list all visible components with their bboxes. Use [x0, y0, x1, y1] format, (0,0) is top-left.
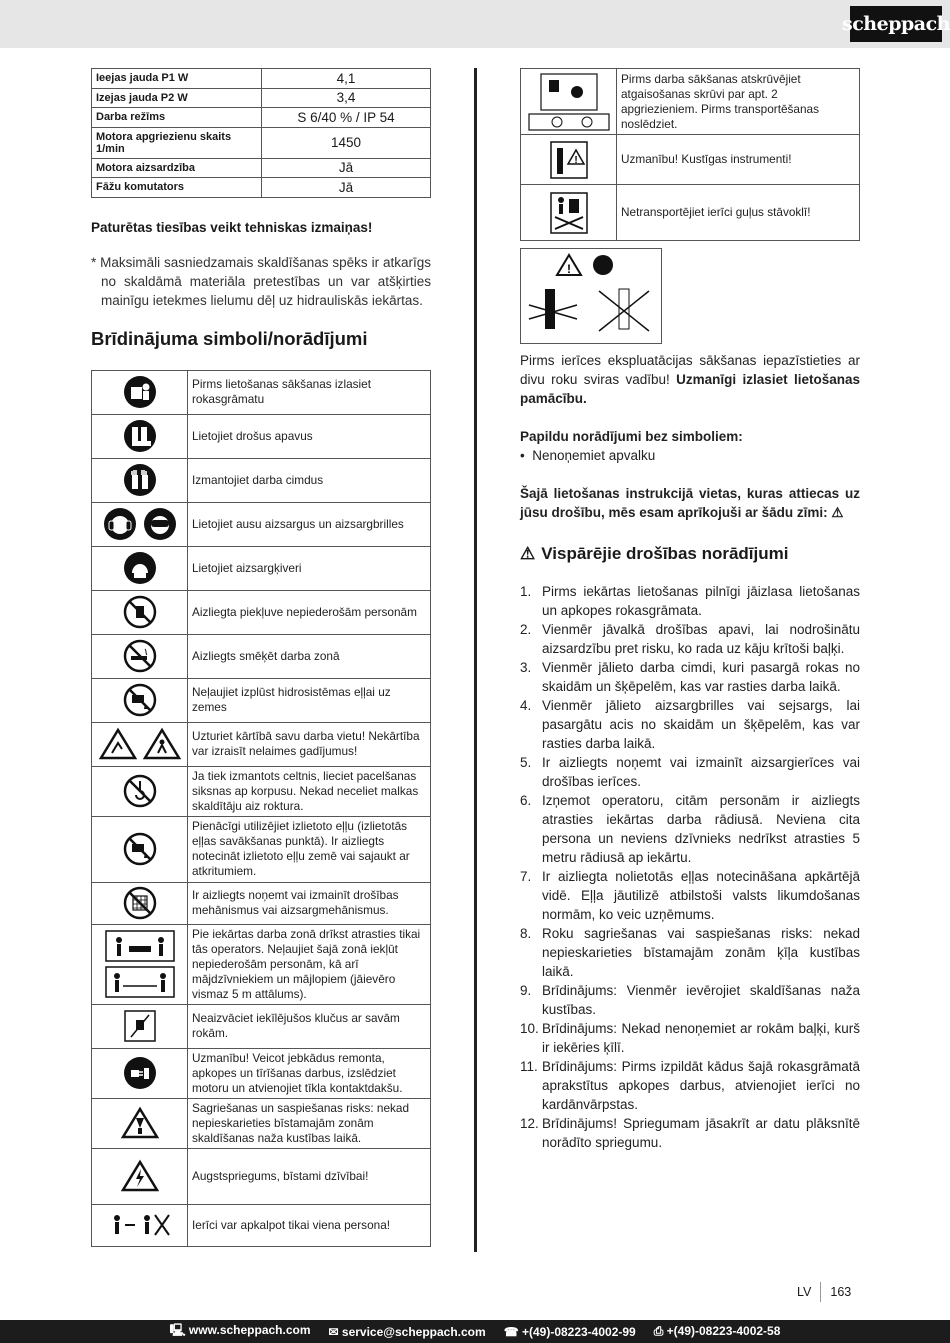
lever-note [520, 351, 860, 408]
list-item: 12. Brīdinājums! Spriegumam jāsakrīt ar datu plāksnītē norādīto spriegumu. [520, 1116, 860, 1150]
table-row [92, 924, 431, 1004]
no-remove-guard-icon [123, 886, 157, 920]
list-item: 1. Pirms iekārtas lietošanas pilnīgi jāizlasa lietošanas un apkopes rokasgrāmata. [520, 584, 860, 618]
symbol-text: Ir aizliegts noņemt vai izmainīt drošības mehānismus vai aizsargmehānismus. [188, 882, 431, 924]
symbol-text: Lietojiet aizsargķiveri [188, 546, 431, 590]
spec-value: S 6/40 % / IP 54 [262, 108, 431, 128]
symbol-text: Uzmanību! Kustīgas instrumenti! [617, 135, 860, 185]
symbol-text: Ierīci var apkalpot tikai viena persona! [188, 1204, 431, 1246]
symbol-text: Lietojiet drošus apavus [188, 414, 431, 458]
trip-warning-icon [99, 727, 137, 761]
list-item: 2. Vienmēr jāvalkā drošības apavi, lai nodrošinātu aizsardzību pret risku, ko rada uz kāju krītoši baļķi. [520, 622, 860, 656]
extra-item-text: Nenoņemiet apvalku [532, 448, 656, 463]
footer-fax: ⎙ +(49)-08223-4002-58 [653, 1324, 781, 1338]
left-column [91, 68, 431, 1247]
extra-heading: Papildu norādījumi bez simboliem: [520, 429, 743, 444]
computer-icon: 🖳 [169, 1323, 189, 1337]
page-number [797, 1282, 851, 1302]
list-item: 4. Vienmēr jālieto aizsargbrilles vai sejsargs, lai pasargātu acis no skaidām un šķēpelēm, kas var rasties darba laikā. [520, 698, 860, 751]
list-item: 11. Brīdinājums: Pirms izpildāt kādus šajā rokasgrāmatā aprakstītus apkopes darbus, atvienojiet ierīci no kardānvārpstas. [520, 1059, 860, 1112]
table-row [92, 178, 431, 198]
spec-label: Darba režīms [92, 108, 262, 128]
table-row [92, 882, 431, 924]
symbol-text: Neaizvāciet iekīlējušos klučus ar savām rokām. [188, 1004, 431, 1048]
rights-note: Paturētas tiesības veikt tehniskas izmaiņas! [91, 219, 373, 235]
no-access-icon [123, 595, 157, 629]
table-row [92, 127, 431, 158]
table-row [92, 158, 431, 178]
table-row [92, 816, 431, 882]
spec-value: Jā [262, 178, 431, 198]
no-smoking-icon [123, 639, 157, 673]
table-row [92, 414, 431, 458]
marker-note [520, 484, 860, 522]
language-code: LV [797, 1285, 812, 1299]
symbol-text: Aizliegta piekļuve nepiederošām personām [188, 590, 431, 634]
warning-triangle-icon: ⚠ [831, 505, 844, 520]
spec-label: Izejas jauda P2 W [92, 88, 262, 108]
goggles-icon [143, 507, 177, 541]
phone-icon: ☎ [503, 1324, 522, 1339]
lever-note-bold: Uzmanīgi izlasiet lietošanas pamācību. [520, 372, 860, 406]
table-row [92, 1048, 431, 1098]
table-row [521, 69, 860, 135]
unplug-icon [123, 1056, 157, 1090]
fax-icon: ⎙ [653, 1324, 667, 1338]
right-symbols-table [520, 68, 860, 241]
table-row [92, 634, 431, 678]
extra-list-item: • Nenoņemiet apvalku [520, 448, 656, 463]
no-lift-handle-icon [123, 774, 157, 808]
ear-protection-icon [103, 507, 137, 541]
table-row [92, 502, 431, 546]
gloves-icon [123, 463, 157, 497]
no-lying-transport-icon [549, 191, 589, 235]
table-row [521, 185, 860, 241]
table-row [92, 546, 431, 590]
spec-value: 4,1 [262, 69, 431, 89]
high-voltage-icon [121, 1159, 159, 1193]
moving-tools-icon [549, 140, 589, 180]
table-row [92, 88, 431, 108]
symbol-text: Neļaujiet izplūst hidrosistēmas eļļai uz zemes [188, 678, 431, 722]
right-column [520, 68, 860, 1152]
footer-email[interactable]: ✉ service@scheppach.com [328, 1324, 486, 1339]
footer-bar [0, 1320, 950, 1343]
brand-logo: scheppach [850, 6, 942, 42]
spec-label: Fāžu komutators [92, 178, 262, 198]
spec-label: Motora aizsardzība [92, 158, 262, 178]
svg-text:!: ! [567, 262, 571, 276]
list-item: 9. Brīdinājums: Vienmēr ievērojiet skaldīšanas naža kustības. [520, 983, 860, 1017]
symbol-text: Pienācīgi utilizējiet izlietoto eļļu (izlietotās eļļas savākšanas punktā). Ir aizliegts notecināt izlietoto eļļu zemē vai sajaukt ar atkritumiem. [188, 816, 431, 882]
table-row [92, 722, 431, 766]
symbol-text: Pie iekārtas darba zonā drīkst atrasties tikai tās operators. Neļaujiet šajā zonā iekļūt nepiederošām personām, kā arī mājdzīvniekiem un mājlopiem (jāievēro vismaz 5 m attālums). [188, 924, 431, 1004]
column-divider [474, 68, 477, 1252]
symbol-text: Ja tiek izmantots celtnis, lieciet pacelšanas siksnas ap korpusu. Nekad neceliet malkas skaldītāju aiz roktura. [188, 766, 431, 816]
no-oil-spill-icon [123, 683, 157, 717]
table-row [92, 678, 431, 722]
table-row [92, 1098, 431, 1148]
lever-diagram [520, 248, 662, 344]
table-row [92, 1004, 431, 1048]
symbol-text: Pirms darba sākšanas atskrūvējiet atgaisošanas skrūvi par apt. 2 apgriezieniem. Pirms transportēšanas noslēdziet. [617, 69, 860, 135]
symbol-text: Aizliegts smēķēt darba zonā [188, 634, 431, 678]
warning-triangle-icon: ⚠ [520, 544, 536, 563]
fall-warning-icon [143, 727, 181, 761]
distance-icon [105, 966, 175, 998]
footer-phone: ☎ +(49)-08223-4002-99 [503, 1324, 636, 1339]
table-row [92, 766, 431, 816]
one-person-icon [105, 1211, 175, 1239]
spec-value: 1450 [262, 127, 431, 158]
table-row [92, 1204, 431, 1246]
header-bar [0, 0, 950, 48]
spec-table [91, 68, 431, 198]
symbol-text: Izmantojiet darba cimdus [188, 458, 431, 502]
symbol-text: Sagriešanas un saspiešanas risks: nekad nepieskarieties bīstamajām zonām skaldīšanas naža kustības laikā. [188, 1098, 431, 1148]
table-row [521, 135, 860, 185]
symbols-heading: Brīdinājuma simboli/norādījumi [91, 327, 368, 349]
footer-web[interactable]: 🖳 www.scheppach.com [169, 1323, 311, 1337]
table-row [92, 370, 431, 414]
page-number-value: 163 [830, 1285, 852, 1299]
list-item: 7. Ir aizliegta nolietotās eļļas notecināšana apkārtējā vidē. Eļļa jāutilizē atbilstoši valsts likumdošanas normām, ko veic uzņēmums. [520, 869, 860, 922]
general-heading [520, 544, 860, 564]
symbol-text: Augstspriegums, bīstami dzīvībai! [188, 1148, 431, 1204]
spec-label: Motora apgriezienu skaits 1/min [92, 127, 262, 158]
symbol-text: Uzturiet kārtībā savu darba vietu! Nekārtība var izraisīt nelaimes gadījumus! [188, 722, 431, 766]
footnote: * Maksimāli sasniedzamais skaldīšanas spēks ir atkarīgs no skaldāmā materiāla pretestības un var atšķirties mainīgu ietekmes lielumu dēļ uz hidrauliskās iekārtas. [91, 254, 431, 308]
oil-disposal-icon [123, 832, 157, 866]
table-row [92, 458, 431, 502]
general-heading-text: Vispārējie drošības norādījumi [541, 544, 789, 563]
vent-screw-icon [527, 72, 611, 132]
helmet-icon [123, 551, 157, 585]
symbol-text: Netransportējiet ierīci guļus stāvoklī! [617, 185, 860, 241]
table-row [92, 69, 431, 89]
general-list [520, 582, 860, 1152]
table-row [92, 590, 431, 634]
list-item: 3. Vienmēr jālieto darba cimdi, kuri pasargā rokas no skaidām un šķēpelēm, kas var rasties darba laikā. [520, 660, 860, 694]
table-row [92, 1148, 431, 1204]
manual-icon [123, 375, 157, 409]
table-row [92, 108, 431, 128]
cut-hazard-icon [121, 1106, 159, 1140]
boots-icon [123, 419, 157, 453]
symbol-text: Lietojiet ausu aizsargus un aizsargbrilles [188, 502, 431, 546]
spec-value: 3,4 [262, 88, 431, 108]
marker-note-text: Šajā lietošanas instrukcijā vietas, kuras attiecas uz jūsu drošību, mēs esam aprīkojuši ar šādu zīmi: [520, 486, 860, 520]
symbol-text: Uzmanību! Veicot jebkādus remonta, apkopes un tīrīšanas darbus, izslēdziet motoru un atvienojiet tīkla kontaktdakšu. [188, 1048, 431, 1098]
list-item: 8. Roku sagriešanas vai saspiešanas risks: nekad nepieskarieties bīstamajām zonām ķīļa kustības laikā. [520, 926, 860, 979]
symbols-table [91, 370, 431, 1247]
list-item: 5. Ir aizliegts noņemt vai izmainīt aizsargierīces vai drošības ierīces. [520, 755, 860, 789]
spec-value: Jā [262, 158, 431, 178]
symbol-text: Pirms lietošanas sākšanas izlasiet rokasgrāmatu [188, 370, 431, 414]
list-item: 6. Izņemot operatoru, citām personām ir aizliegts atrasties iekārtas darba rādiusā. Neviena cita persona un neviens dzīvnieks nedrīkst atrasties 5 metru rādiusā ap iekārtu. [520, 793, 860, 865]
jammed-log-icon [123, 1009, 157, 1043]
mail-icon: ✉ [328, 1324, 342, 1339]
lever-note-plain: Pirms ierīces ekspluatācijas sākšanas iepazīstieties ar divu roku sviras vadību! [520, 353, 860, 387]
list-item: 10. Brīdinājums: Nekad nenoņemiet ar rokām baļķi, kurš ir iekēries ķīlī. [520, 1021, 860, 1055]
operator-zone-icon [105, 930, 175, 962]
spec-label: Ieejas jauda P1 W [92, 69, 262, 89]
svg-text:!: ! [573, 154, 578, 166]
